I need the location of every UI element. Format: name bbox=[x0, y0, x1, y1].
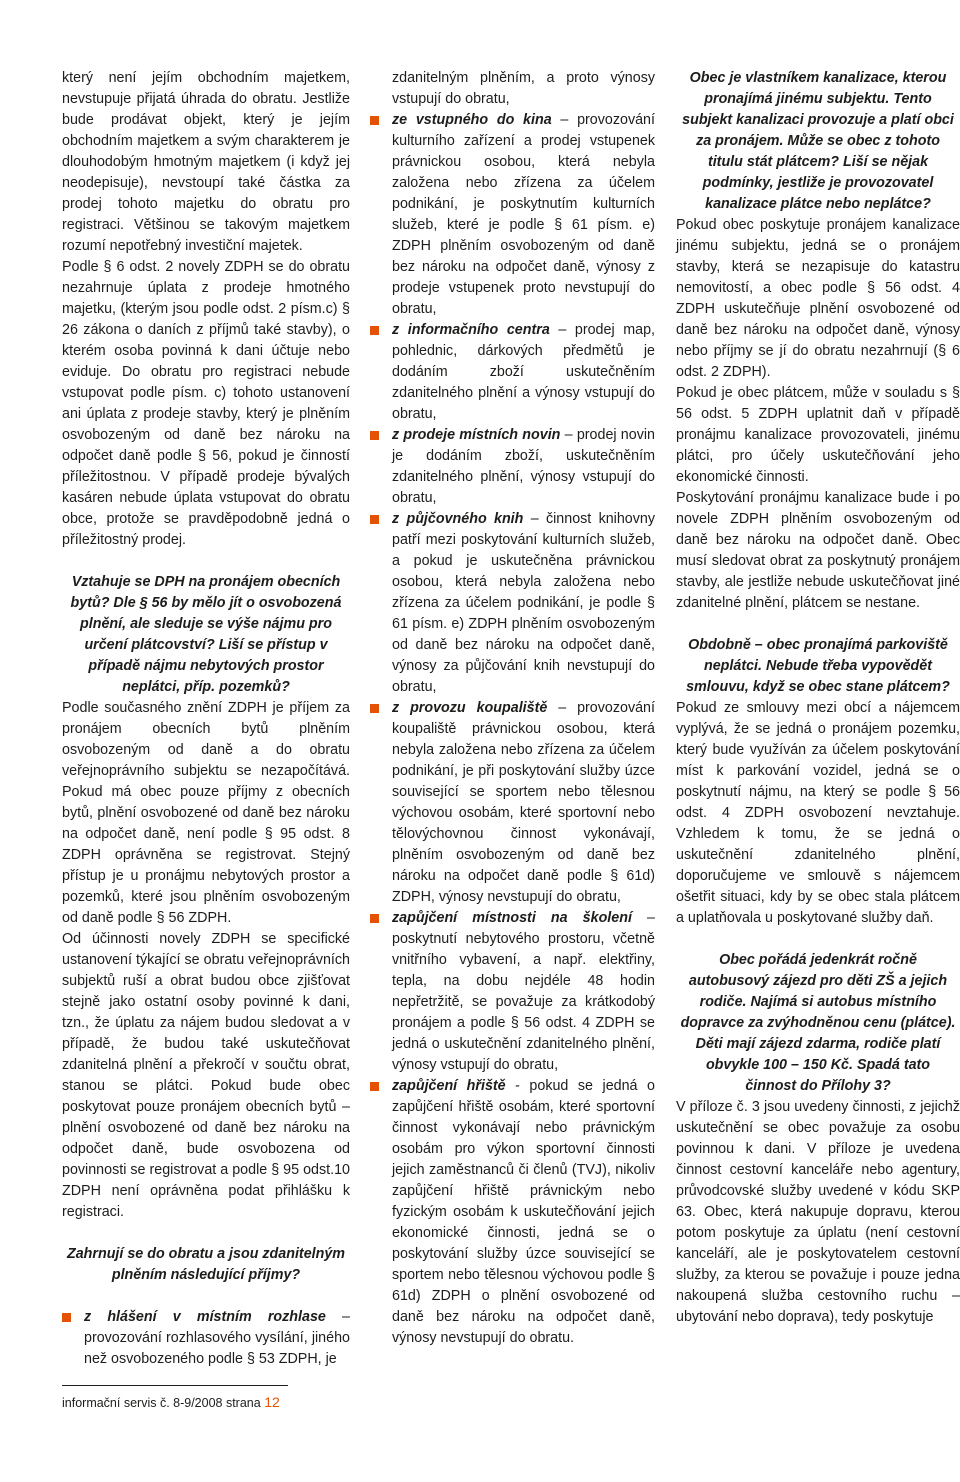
bullet-text: – prodej map, pohlednic, dárkových předmětů je dodáním zboží uskutečněním zdanitelného plnění a výnosy vstupují do obratu, bbox=[392, 322, 655, 422]
bullet-item bbox=[370, 1076, 655, 1349]
paragraph: Pokud ze smlouvy mezi obcí a nájemcem vyplývá, že se jedná o pronájem pozemku, který bude využíván za účelem poskytování míst k parkování vozidel, jedná se o poskytnutí nájmu, na který se podle § 56 odst. 4 ZDPH osvobození nevztahuje. Vzhledem k tomu, že se jedná o uskutečnění zdanitelného plnění, doporučujeme ve smlouvě s nájemcem ošetřit situaci, kdy by se obec stala plátcem a uplatňovala u poskytované služby daň. bbox=[676, 700, 960, 926]
page-footer bbox=[62, 1385, 288, 1411]
bullet-keyword: z informačního centra bbox=[392, 322, 550, 338]
question-heading: Zahrnují se do obratu a jsou zdanitelným plněním následující příjmy? bbox=[66, 1246, 346, 1283]
orange-square-bullet-icon bbox=[370, 431, 379, 440]
bullet-item bbox=[370, 908, 655, 1076]
column-2 bbox=[370, 68, 655, 1349]
paragraph: zdanitelným plněním, a proto výnosy vstupují do obratu, bbox=[392, 70, 655, 107]
question-heading: Obdobně – obec pronajímá parkoviště neplátci. Nebude třeba vypovědět smlouvu, když se obec stane plátcem? bbox=[686, 637, 950, 695]
bullet-text: - pokud se jedná o zapůjčení hřiště osobám, které sportovní činnost vykonávají nebo právnickým osobám pro výkon sportovní činnosti jejich zaměstnanců či členů (TVJ), nikoliv zapůjčení hřiště právnickým nebo fyzickým osobám k uskutečňování jejich ekonomické činnosti, jedná se o poskytování služby úzce související se sportem nebo tělesnou výchovou podle § 61d) ZDPH o plnění osvobozené od daně bez nároku na odpočet daně, výnosy nevstupují do obratu. bbox=[392, 1078, 655, 1346]
question-heading: Vztahuje se DPH na pronájem obecních bytů? Dle § 56 by mělo jít o osvobozená plnění, ale sleduje se výše nájmu pro určení plátcovství? Liší se přístup v případě nájmu nebytových prostor neplátci, příp. pozemků? bbox=[70, 574, 342, 695]
orange-square-bullet-icon bbox=[370, 116, 379, 125]
bullet-keyword: ze vstupného do kina bbox=[392, 112, 552, 128]
bullet-item bbox=[370, 110, 655, 320]
orange-square-bullet-icon bbox=[370, 515, 379, 524]
orange-square-bullet-icon bbox=[62, 1313, 71, 1322]
orange-square-bullet-icon bbox=[370, 1082, 379, 1091]
bullet-text: – prodej novin je dodáním zboží, uskutečněním zdanitelného plnění, výnosy vstupují do obratu, bbox=[392, 427, 655, 506]
bullet-item bbox=[370, 320, 655, 425]
bullet-text: – provozování rozhlasového vysílání, jiného než osvobozeného podle § 53 ZDPH, je bbox=[84, 1309, 350, 1367]
spacer bbox=[676, 614, 960, 635]
footer-text: informační servis č. 8-9/2008 strana bbox=[62, 1396, 265, 1410]
bullet-text: – provozování koupaliště právnickou osobou, která nebyla založena nebo zřízena za účelem podnikání, je při poskytování služby úzce související se sportem nebo tělesnou výchovou osobám, které sportovní nebo tělovýchovnou činnost vykonávají, plněním osvobozeným od daně bez nároku na odpočet daně podle § 61d) ZDPH, výnosy nevstupují do obratu, bbox=[392, 700, 655, 905]
orange-square-bullet-icon bbox=[370, 914, 379, 923]
bullet-item bbox=[62, 1307, 350, 1370]
bullet-text: – provozování kulturního zařízení a prodej vstupenek právnickou osobou, která nebyla založena nebo zřízena za účelem podnikání, je poskytnutím kulturních služeb, které je podle § 61 písm. e) ZDPH plněním osvobozeným od daně bez nároku na odpočet daně, výnosy z prodeje vstupenek proto nevstupují do obratu, bbox=[392, 112, 655, 317]
spacer bbox=[676, 929, 960, 950]
bullet-text: – poskytnutí nebytového prostoru, včetně vnitřního vybavení, a např. elektřiny, tepla, na dobu nejdéle 48 hodin nepřetržitě, se považuje za krátkodobý pronájem a podle § 56 odst. 4 ZDPH se jedná o uskutečnění zdanitelného plnění, výnosy vstupují do obratu, bbox=[392, 910, 655, 1073]
column-3 bbox=[676, 68, 960, 1328]
paragraph: Pokud obec poskytuje pronájem kanalizace jinému subjektu, jedná se o pronájem stavby, která se nezapisuje do katastru nemovitostí, a obec podle § 56 odst. 4 ZDPH uskutečňuje plnění osvobozené od daně bez nároku na odpočet daně, výnosy nebo příjmy se jí do obratu nezahrnují (§ 6 odst. 2 ZDPH). bbox=[676, 217, 960, 380]
bullet-keyword: z půjčovného knih bbox=[392, 511, 524, 527]
bullet-item bbox=[370, 698, 655, 908]
paragraph: Podle § 6 odst. 2 novely ZDPH se do obratu nezahrnuje úplata z prodeje hmotného majetku, (kterým jsou podle odst. 2 písm.c) § 26 zákona o daních z příjmů také stavby), o kterém osoba povinná k dani účtuje nebo eviduje. Do obratu pro registraci nebude vstupovat podle písm. c) tohoto ustanovení ani úplata z prodeje stavby, který je plněním osvobozeným od daně bez nároku na odpočet daně podle § 56, pokud je činností příležitostnou. V případě prodeje bývalých kasáren nebude úplata vstupovat do obratu obce, protože se pravděpodobně jedná o příležitostný prodej. bbox=[62, 259, 350, 548]
bullet-item bbox=[370, 509, 655, 698]
paragraph: Od účinnosti novely ZDPH se specifické ustanovení týkající se obratu veřejnoprávních subjektů ruší a obrat budou obce zjišťovat stejně jako ostatní osoby povinné k dani, tzn., že úplatu za nájem budou sledovat a v případě, že budou také uskutečňovat zdanitelná plnění a překročí v součtu obrat, stanou se plátci. Pokud bude obec poskytovat pouze pronájem obecních bytů – plnění osvobozené od daně bez nároku na odpočet daně, bude osvobozena od povinnosti se registrovat a podle § 95 odst.10 ZDPH není oprávněna podat přihlášku k registraci. bbox=[62, 931, 350, 1220]
paragraph: V příloze č. 3 jsou uvedeny činnosti, z jejichž uskutečnění se obec považuje za osobu povinnou k dani. V příloze je uvedena činnost cestovní kanceláře nebo agentury, průvodcovské služby uvedené v kódu SKP 63. Obec, která nakupuje dopravu, kterou potom poskytuje za úplatu (není cestovní kanceláří, ale je poskytovatelem cestovní služby, za kterou se považuje i pouze jedna nakoupená služba cestovního ruchu – ubytování nebo doprava), tedy poskytuje bbox=[676, 1099, 960, 1325]
orange-square-bullet-icon bbox=[370, 704, 379, 713]
spacer bbox=[62, 1286, 350, 1307]
bullet-keyword: zapůjčení hřiště bbox=[392, 1078, 506, 1094]
bullet-keyword: zapůjčení místnosti na školení bbox=[392, 910, 632, 926]
column-1 bbox=[62, 68, 350, 1370]
spacer bbox=[62, 1223, 350, 1244]
question-heading: Obec pořádá jedenkrát ročně autobusový zájezd pro děti ZŠ a jejich rodiče. Najímá si autobus místního dopravce za zvýhodněnou cenu (plátce). Děti mají zájezd zdarma, rodiče platí obvykle 100 – 150 Kč. Spadá tato činnost do Přílohy 3? bbox=[680, 952, 956, 1094]
bullet-keyword: z provozu koupaliště bbox=[392, 700, 548, 716]
question-heading: Obec je vlastníkem kanalizace, kterou pronajímá jinému subjektu. Tento subjekt kanalizaci provozuje a platí obci za pronájem. Může se obec z tohoto titulu stát plátcem? Liší se nějak podmínky, jestliže je provozovatel kanalizace plátce nebo neplátce? bbox=[682, 70, 954, 212]
bullet-item bbox=[370, 425, 655, 509]
paragraph: který není jejím obchodním majetkem, nevstupuje přijatá úhrada do obratu. Jestliže bude prodávat objekt, který je jejím obchodním majetkem a svým charakterem je dlouhodobým hmotným majetkem (i když jej neodepisuje), nevstoupí také částka za prodej tohoto majetku do obratu pro registraci. Většinou se takovým majetkem rozumí nepotřebný investiční majetek. bbox=[62, 70, 350, 254]
bullet-keyword: z prodeje místních novin bbox=[392, 427, 561, 443]
bullet-text: – činnost knihovny patří mezi poskytování kulturních služeb, a pokud je uskutečněna právnickou osobou, která nebyla založena nebo zřízena za účelem podnikání, je podle § 61 písm. e) ZDPH plněním osvobozeným od daně bez nároku na odpočet daně, výnosy za půjčování knih nevstupují do obratu, bbox=[392, 511, 655, 695]
paragraph: Poskytování pronájmu kanalizace bude i po novele ZDPH plněním osvobozeným od daně bez nároku na odpočet daně. Obec musí sledovat obrat za poskytnutý pronájem stavby, ale jestliže nebude uskutečňovat jiné zdanitelné plnění, plátcem se nestane. bbox=[676, 490, 960, 611]
orange-square-bullet-icon bbox=[370, 326, 379, 335]
bullet-keyword: z hlášení v místním rozhlase bbox=[84, 1309, 326, 1325]
paragraph: Pokud je obec plátcem, může v souladu s § 56 odst. 5 ZDPH uplatnit daň v případě pronájmu kanalizace provozovateli, jinému plátci, pro účely uskutečňování jeho ekonomické činnosti. bbox=[676, 385, 960, 485]
page-number: 12 bbox=[264, 1394, 280, 1410]
paragraph: Podle současného znění ZDPH je příjem za pronájem obecních bytů plněním osvobozeným od daně a do obratu veřejnoprávního subjektu se nezapočítává. Pokud má obec pouze příjmy z obecních bytů, plnění osvobozené od daně bez nároku na odpočet daně, není podle § 95 odst. 8 ZDPH oprávněna se registrovat. Stejný přístup je u pronájmu nebytových prostor a pozemků, které jsou plněním osvobozeným od daně podle § 56 ZDPH. bbox=[62, 700, 350, 926]
spacer bbox=[62, 551, 350, 572]
